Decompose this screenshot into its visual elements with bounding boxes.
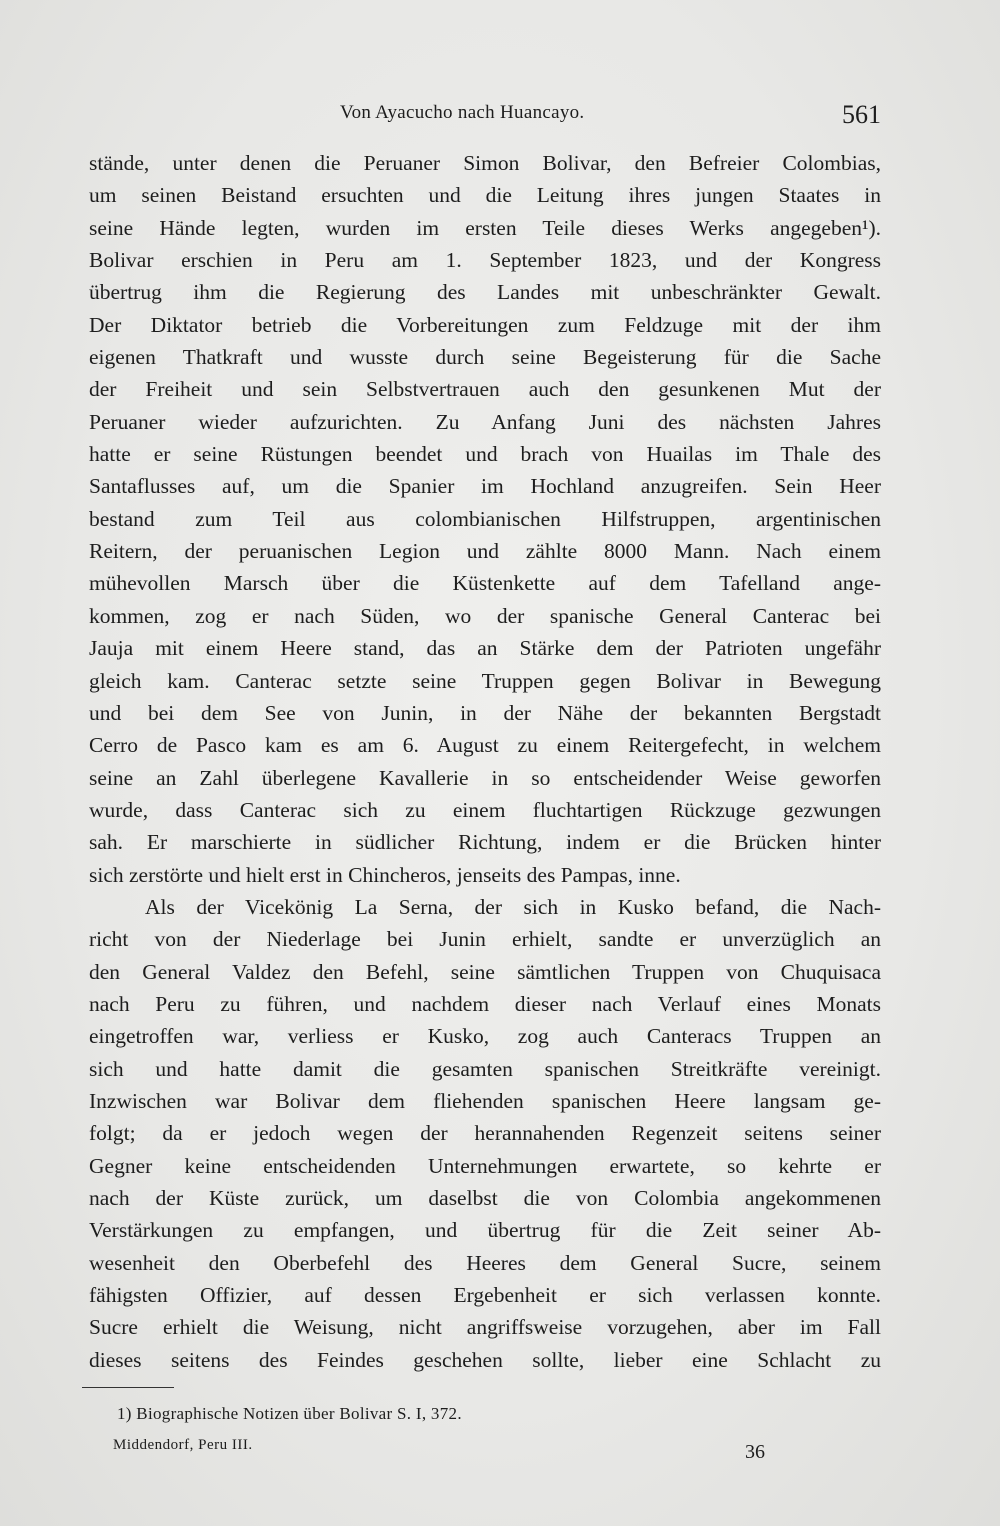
text-line: Verstärkungen zu empfangen, und übertrug für die Zeit seiner Ab- (89, 1218, 881, 1243)
text-line: sah. Er marschierte in südlicher Richtung, indem er die Brücken hinter (89, 830, 881, 855)
page-number: 561 (842, 100, 881, 129)
text-line: nach Peru zu führen, und nachdem dieser nach Verlauf eines Monats (89, 991, 881, 1016)
text-line: nach der Küste zurück, um daselbst die von Colombia angekommenen (89, 1186, 881, 1210)
text-line: übertrug ihm die Regierung des Landes mit unbeschränkter Gewalt. (89, 280, 881, 305)
footnote-divider (82, 1387, 174, 1388)
text-line: der Freiheit und sein Selbstvertrauen auch den gesunkenen Mut der (89, 377, 881, 402)
text-line: und bei dem See von Junin, in der Nähe der bekannten Bergstadt (89, 700, 881, 725)
text-line: mühevollen Marsch über die Küstenkette auf dem Tafelland ange- (89, 571, 881, 596)
text-line: Jauja mit einem Heere stand, das an Stärke dem der Patrioten ungefähr (89, 636, 881, 661)
text-line: Reitern, der peruanischen Legion und zählte 8000 Mann. Nach einem (89, 539, 881, 564)
text-line: Peruaner wieder aufzurichten. Zu Anfang Juni des nächsten Jahres (89, 409, 881, 434)
signature-mark: 36 (745, 1441, 765, 1463)
text-line: sich und hatte damit die gesamten spanischen Streitkräfte vereinigt. (89, 1056, 881, 1081)
text-line: bestand zum Teil aus colombianischen Hilfstruppen, argentinischen (89, 506, 881, 531)
text-line: fähigsten Offizier, auf dessen Ergebenheit er sich verlassen konnte. (89, 1283, 881, 1308)
text-line: richt von der Niederlage bei Junin erhielt, sandte er unverzüglich an (89, 927, 881, 952)
text-line: seine an Zahl überlegene Kavallerie in so entscheidender Weise geworfen (89, 765, 881, 790)
text-line: Inzwischen war Bolivar dem fliehenden spanischen Heere langsam ge- (89, 1088, 881, 1113)
footnote: 1) Biographische Notizen über Bolivar S. I, 372. (117, 1404, 462, 1423)
text-line: eigenen Thatkraft und wusste durch seine Begeisterung für die Sache (89, 345, 881, 370)
text-line: kommen, zog er nach Süden, wo der spanische General Canterac bei (89, 603, 881, 628)
text-line: Santaflusses auf, um die Spanier im Hochland anzugreifen. Sein Heer (89, 474, 881, 499)
text-line: den General Valdez den Befehl, seine sämtlichen Truppen von Chuquisaca (89, 959, 881, 984)
text-line: sich zerstörte und hielt erst in Chincheros, jenseits des Pampas, inne. (89, 862, 681, 887)
text-line: stände, unter denen die Peruaner Simon Bolivar, den Befreier Colombias, (89, 151, 881, 175)
text-line: Als der Vicekönig La Serna, der sich in Kusko befand, die Nach- (145, 894, 881, 919)
printer-signature: Middendorf, Peru III. (113, 1437, 253, 1453)
text-line: eingetroffen war, verliess er Kusko, zog auch Canteracs Truppen an (89, 1024, 881, 1049)
body-text (89, 147, 881, 1376)
text-line: Gegner keine entscheidenden Unternehmungen erwartete, so kehrte er (89, 1153, 881, 1178)
text-line: dieses seitens des Feindes geschehen sollte, lieber eine Schlacht zu (89, 1347, 881, 1372)
text-line: um seinen Beistand ersuchten und die Leitung ihres jungen Staates in (89, 183, 881, 208)
text-line: Der Diktator betrieb die Vorbereitungen zum Feldzuge mit der ihm (89, 312, 881, 337)
text-line: wurde, dass Canterac sich zu einem fluchtartigen Rückzuge gezwungen (89, 797, 881, 822)
text-line: Cerro de Pasco kam es am 6. August zu einem Reitergefecht, in welchem (89, 733, 881, 758)
text-line: gleich kam. Canterac setzte seine Truppen gegen Bolivar in Bewegung (89, 668, 881, 693)
running-title: Von Ayacucho nach Huancayo. (340, 102, 585, 123)
text-line: hatte er seine Rüstungen beendet und brach von Huailas im Thale des (89, 442, 881, 467)
text-line: Sucre erhielt die Weisung, nicht angriffsweise vorzugehen, aber im Fall (89, 1315, 881, 1340)
text-line: wesenheit den Oberbefehl des Heeres dem General Sucre, seinem (89, 1250, 881, 1275)
text-line: Bolivar erschien in Peru am 1. September 1823, und der Kongress (89, 248, 881, 273)
text-line: folgt; da er jedoch wegen der herannahenden Regenzeit seitens seiner (89, 1121, 881, 1146)
text-line: seine Hände legten, wurden im ersten Teile dieses Werks angegeben¹). (89, 215, 881, 240)
